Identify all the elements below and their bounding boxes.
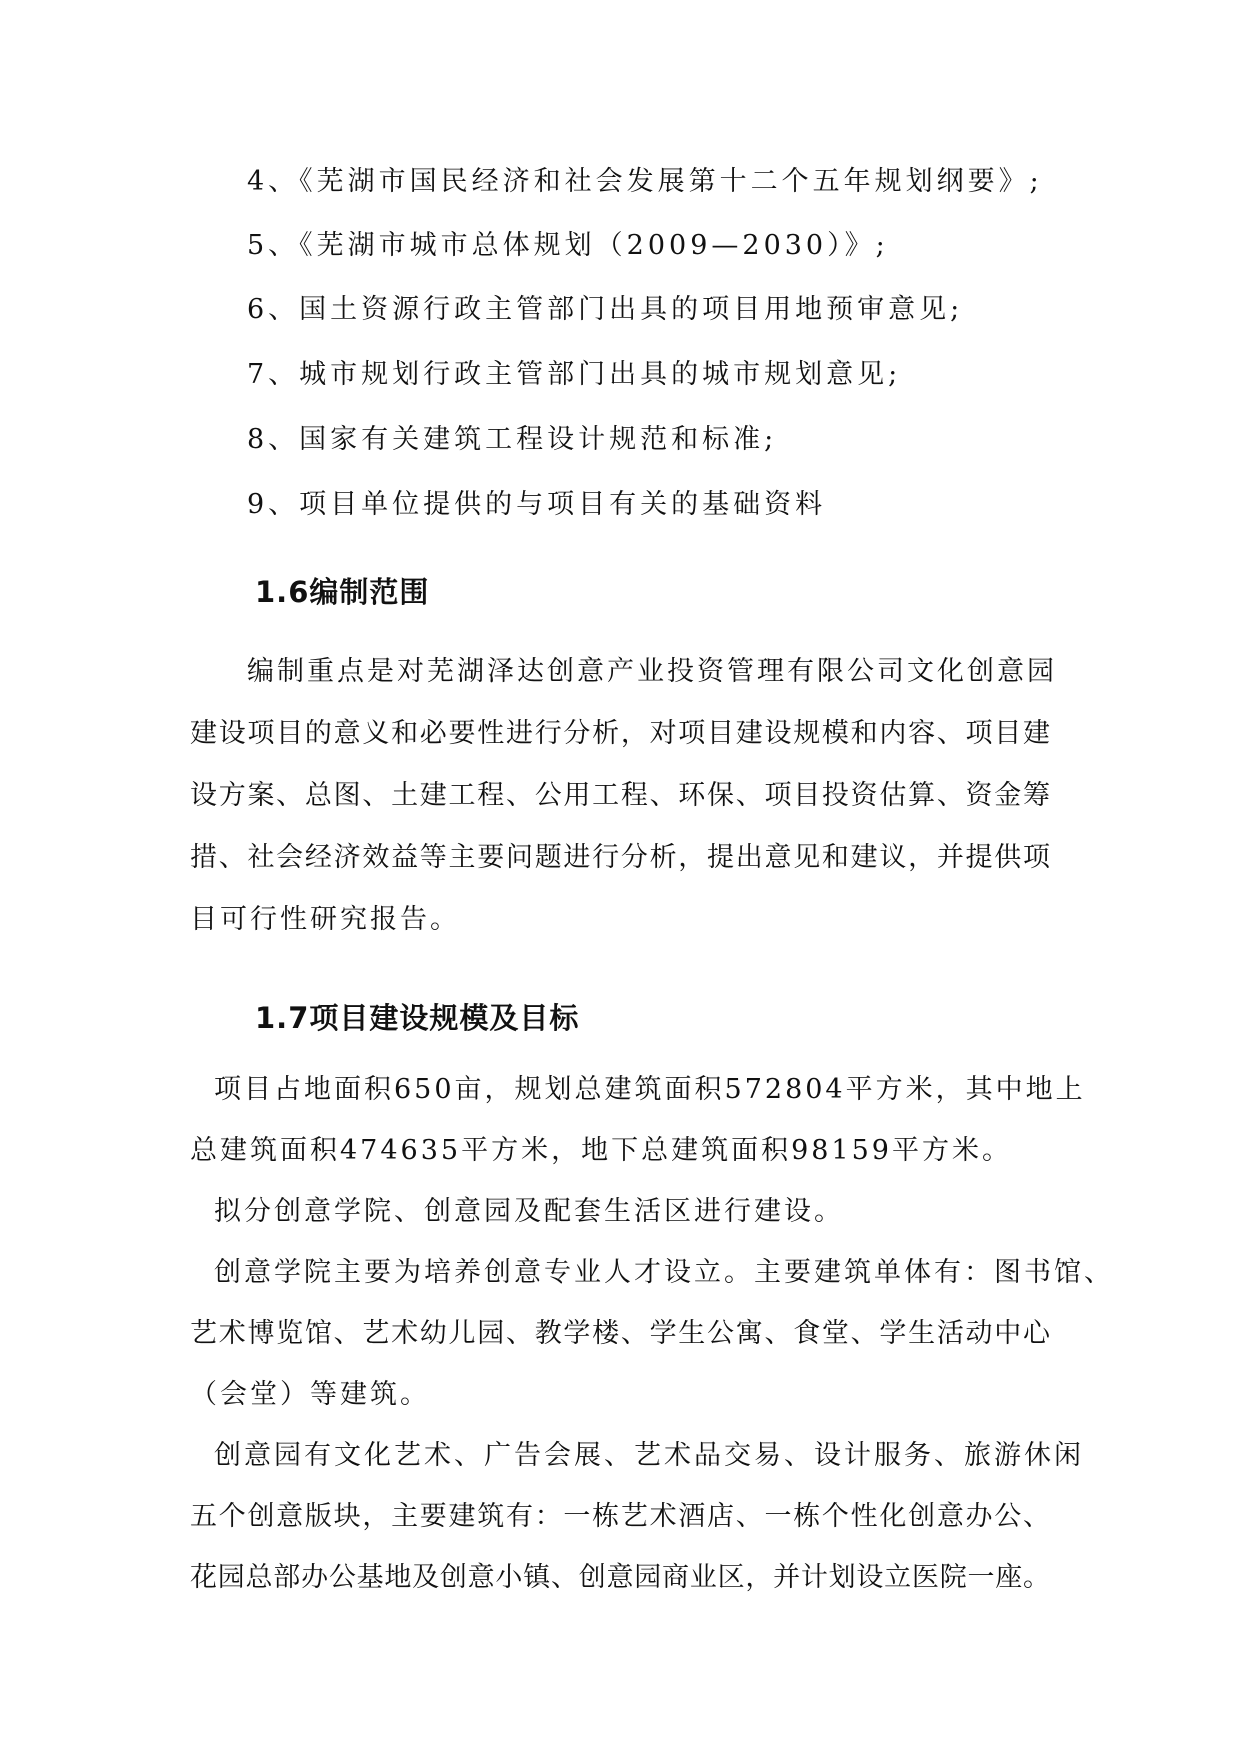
section-1-7-p4-line-3: 花园总部办公基地及创意小镇、创意园商业区，并计划设立医院一座。: [190, 1562, 1050, 1593]
section-1-7-p2-line-1: 拟分创意学院、创意园及配套生活区进行建设。: [214, 1196, 844, 1227]
section-1-7-p4-line-2: 五个创意版块，主要建筑有：一栋艺术酒店、一栋个性化创意办公、: [190, 1501, 1050, 1532]
section-1-6-line-5: 目可行性研究报告。: [190, 904, 460, 935]
section-1-6-line-4: 措、社会经济效益等主要问题进行分析，提出意见和建议，并提供项: [190, 842, 1050, 873]
section-heading-1-7: 1.7项目建设规模及目标: [255, 1001, 580, 1035]
section-1-7-p3-line-1: 创意学院主要为培养创意专业人才设立。主要建筑单体有：图书馆、: [214, 1257, 1114, 1288]
section-1-6-line-3: 设方案、总图、土建工程、公用工程、环保、项目投资估算、资金筹: [190, 780, 1050, 811]
reference-item-6: 6、国土资源行政主管部门出具的项目用地预审意见;: [247, 294, 964, 325]
reference-item-9: 9、项目单位提供的与项目有关的基础资料: [247, 489, 827, 520]
section-heading-1-6: 1.6编制范围: [255, 575, 430, 609]
section-1-7-p3-line-2: 艺术博览馆、艺术幼儿园、教学楼、学生公寓、食堂、学生活动中心: [190, 1318, 1050, 1349]
section-1-7-p4-line-1: 创意园有文化艺术、广告会展、艺术品交易、设计服务、旅游休闲: [214, 1440, 1084, 1471]
section-1-6-line-1: 编制重点是对芜湖泽达创意产业投资管理有限公司文化创意园: [247, 656, 1057, 687]
reference-item-7: 7、城市规划行政主管部门出具的城市规划意见;: [247, 359, 902, 390]
reference-item-4: 4、《芜湖市国民经济和社会发展第十二个五年规划纲要》;: [247, 166, 1043, 197]
reference-item-5: 5、《芜湖市城市总体规划（2009—2030）》;: [247, 230, 889, 261]
section-1-7-p1-line-1: 项目占地面积650亩，规划总建筑面积572804平方米，其中地上: [214, 1074, 1086, 1105]
section-1-7-p3-line-3: （会堂）等建筑。: [190, 1379, 430, 1410]
section-1-6-line-2: 建设项目的意义和必要性进行分析，对项目建设规模和内容、项目建: [190, 718, 1050, 749]
reference-item-8: 8、国家有关建筑工程设计规范和标准;: [247, 424, 778, 455]
section-1-7-p1-line-2: 总建筑面积474635平方米，地下总建筑面积98159平方米。: [190, 1135, 1012, 1166]
